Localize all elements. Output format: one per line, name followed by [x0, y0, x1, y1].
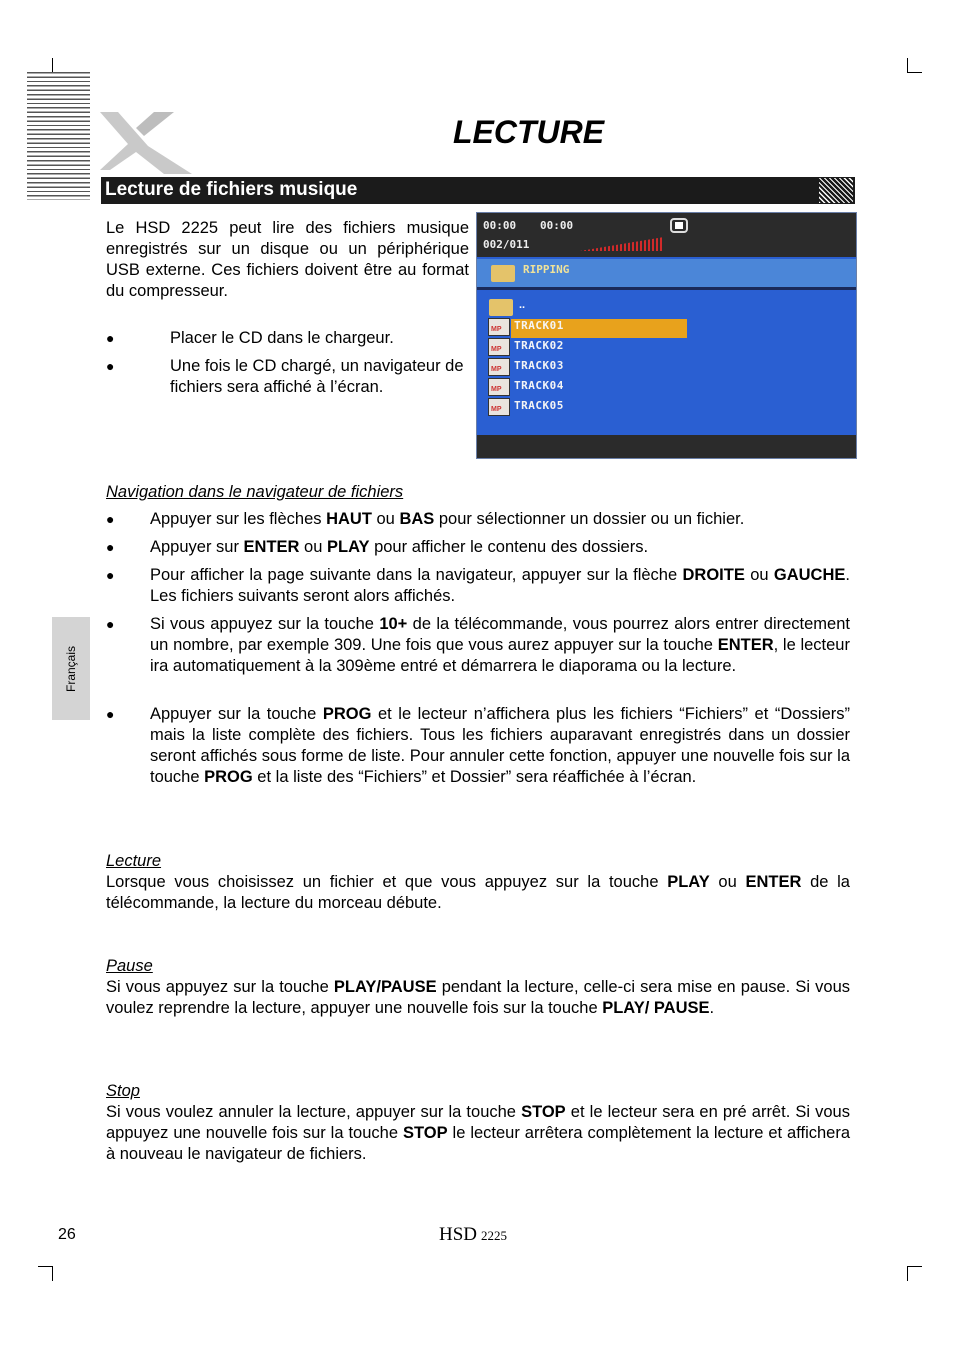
folder-icon — [491, 265, 515, 282]
crop-mark-top-right — [907, 58, 922, 73]
current-folder-name: RIPPING — [523, 263, 570, 276]
intro-bullet: ● Une fois le CD chargé, un navigateur de fichiers sera affiché à l’écran. — [106, 356, 470, 400]
path-bar — [477, 259, 856, 287]
nav-bullet: ● Appuyer sur la touche PROG et le lecteur n’affichera plus les fichiers “Fichiers” et “Dossiers” mais la liste complète des fichiers. Tous les fichiers auparavant enregistrés dans un dossier seront affichés sous forme de liste. Pour annuler cette fonction, appuyer une nouvelle fois sur la touche PROG et la liste des “Fichiers” et Dossier” sera réaffichée à l’écran. — [106, 705, 850, 786]
path-divider — [477, 287, 856, 290]
model-label — [439, 1224, 507, 1246]
intro-bullet: ● Placer le CD dans le chargeur. — [106, 329, 394, 347]
time-total: 00:00 — [540, 219, 574, 232]
track-item[interactable] — [488, 378, 688, 396]
model-brand: HSD — [439, 1224, 478, 1245]
intro-paragraph: Le HSD 2225 peut lire des fichiers musique enregistrés sur un disque ou un périphérique USB externe. Ces fichiers doivent être au format du compresseur. — [106, 219, 469, 300]
crop-mark-bottom-right — [907, 1266, 922, 1281]
page-title: LECTURE — [453, 114, 605, 150]
track-label: TRACK03 — [514, 359, 564, 372]
language-tab-label: Français — [64, 645, 78, 693]
track-item[interactable] — [488, 398, 688, 416]
mp3-file-icon: MP — [488, 398, 510, 416]
crop-mark-top-left — [38, 58, 53, 73]
track-label: TRACK01 — [514, 319, 564, 332]
language-tab — [52, 617, 90, 720]
folder-icon — [489, 299, 513, 316]
mp3-file-icon: MP — [488, 338, 510, 356]
track-label: TRACK02 — [514, 339, 564, 352]
nav-bullet-text: Pour afficher la page suivante dans la navigateur, appuyer sur la flèche DROITE ou GAUCHE. Les fichiers suivants seront alors affichés. — [150, 566, 850, 605]
stop-paragraph: Si vous voulez annuler la lecture, appuyer sur la touche STOP et le lecteur sera en pré arrêt. Si vous appuyez une nouvelle fois sur la touche STOP le lecteur arrêtera complètement la lecture et affichera à nouveau le navigateur de fichiers. — [106, 1103, 851, 1163]
track-label: TRACK05 — [514, 399, 564, 412]
track-item[interactable] — [488, 318, 688, 336]
mp3-file-icon: MP — [488, 318, 510, 336]
model-number: 2225 — [481, 1228, 508, 1243]
lecture-heading: Lecture — [106, 852, 162, 870]
section-banner — [101, 177, 855, 204]
nav-bullet-text: Appuyer sur la touche PROG et le lecteur n’affichera plus les fichiers “Fichiers” et “Dossiers” mais la liste complète des fichiers. Tous les fichiers auparavant enregistrés dans un dossier seront affichés sous forme de liste. Pour annuler cette fonction, appuyer une nouvelle fois sur la touche PROG et la liste des “Fichiers” et Dossier” sera réaffichée à l’écran. — [150, 705, 850, 786]
page-number: 26 — [58, 1226, 76, 1243]
section-title: Lecture de fichiers musique — [105, 179, 358, 200]
track-item[interactable] — [488, 358, 688, 376]
nav-bullet: ● Pour afficher la page suivante dans la navigateur, appuyer sur la flèche DROITE ou GAUCHE. Les fichiers suivants seront alors affichés. — [106, 566, 850, 605]
nav-heading: Navigation dans le navigateur de fichiers — [106, 483, 404, 501]
bottom-bar — [477, 435, 856, 459]
track-count: 002/011 — [483, 238, 530, 251]
crop-mark-bottom-left — [38, 1266, 53, 1281]
banner-dot-pattern — [819, 178, 853, 203]
time-elapsed: 00:00 — [483, 219, 517, 232]
nav-bullet: ● Si vous appuyez sur la touche 10+ de la télécommande, vous pourrez alors entrer directement un nombre, par exemple 309. Une fois que vous aurez appuyer sur la touche ENTER, le lecteur ira automatiquement à la 309ème entré et démarrera le diaporama ou la lecture. — [106, 615, 850, 675]
margin-stripes — [27, 72, 90, 200]
intro-bullet-text: Une fois le CD chargé, un navigateur de fichiers sera affiché à l’écran. — [170, 357, 464, 396]
mp3-file-icon: MP — [488, 358, 510, 376]
stop-heading: Stop — [106, 1082, 140, 1100]
parent-folder-item[interactable] — [489, 299, 689, 317]
intro-bullet-text: Placer le CD dans le chargeur. — [170, 329, 394, 347]
brand-x-logo — [96, 106, 196, 176]
track-item[interactable] — [488, 338, 688, 356]
status-bar — [477, 213, 856, 257]
nav-bullet: ● Appuyer sur les flèches HAUT ou BAS pour sélectionner un dossier ou un fichier. — [106, 509, 850, 531]
lecture-paragraph: Lorsque vous choisissez un fichier et que vous appuyez sur la touche PLAY ou ENTER de la télécommande, la lecture du morceau débute. — [106, 873, 850, 912]
volume-meter — [580, 237, 664, 251]
pause-paragraph: Si vous appuyez sur la touche PLAY/PAUSE pendant la lecture, celle-ci sera mise en pause. Si vous voulez reprendre la lecture, appuyer une nouvelle fois sur la touche PLAY/ PAUSE. — [106, 978, 851, 1017]
nav-bullet-text: Appuyer sur ENTER ou PLAY pour afficher le contenu des dossiers. — [150, 538, 649, 556]
nav-bullet-text: Appuyer sur les flèches HAUT ou BAS pour sélectionner un dossier ou un fichier. — [150, 510, 745, 528]
nav-bullet-text: Si vous appuyez sur la touche 10+ de la télécommande, vous pourrez alors entrer directement un nombre, par exemple 309. Une fois que vous aurez appuyer sur la touche ENTER, le lecteur ira automatiquement à la 309ème entré et démarrera le diaporama ou la lecture. — [150, 615, 850, 675]
mp3-file-icon: MP — [488, 378, 510, 396]
stop-icon — [670, 218, 688, 233]
parent-folder-label: .. — [519, 299, 526, 311]
nav-bullet: ● Appuyer sur ENTER ou PLAY pour afficher le contenu des dossiers. — [106, 537, 850, 559]
track-label: TRACK04 — [514, 379, 564, 392]
pause-heading: Pause — [106, 957, 153, 975]
